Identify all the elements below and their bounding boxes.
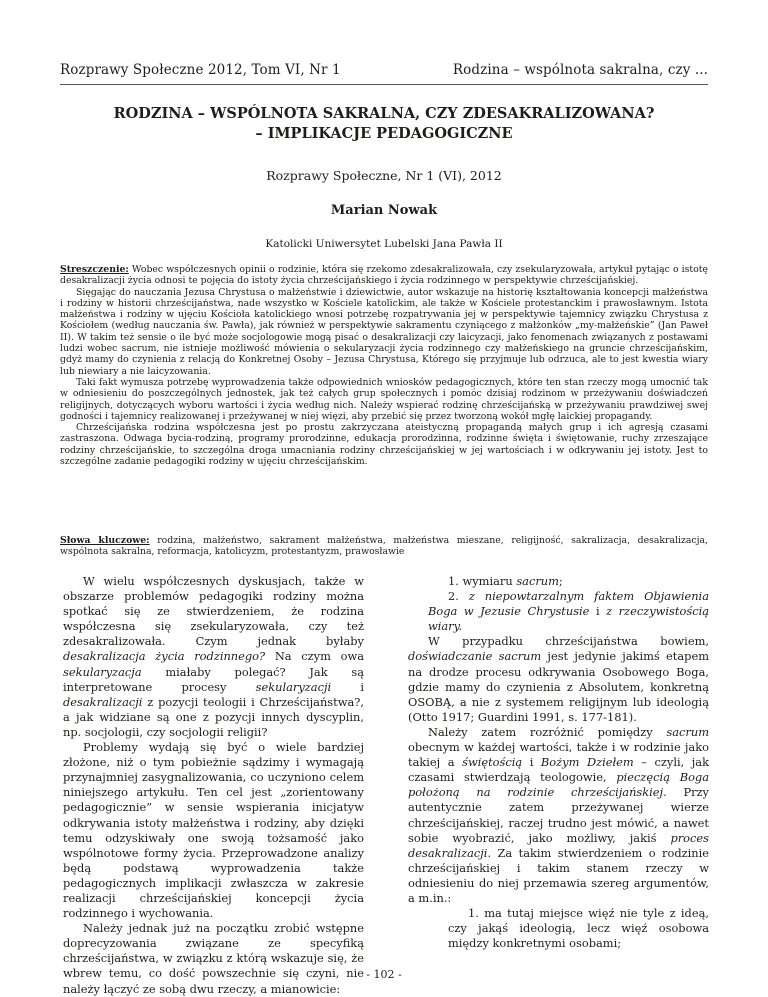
- body-paragraph: Problemy wydają się być o wiele bardziej złożone, niż o tym pobieżnie sądzimy i wymagają przynajmniej zasygnalizowania, co uczyniono celem niniejszego artykułu. Ten cel jest „zorientowany pedagogicznie” w sensie wspierania inicjatyw odkrywania istoty małżeństwa i rodziny, aby dzięki temu odzyskiwały one swoją tożsamość jako wspólnotowe formy życia. Przeprowadzone analizy będą podstawą wyprowadzenia także pedagogicznych implikacji zwłaszcza w zakresie realizacji chrześcijańskiej koncepcji życia rodzinnego i wychowania.: [63, 740, 364, 921]
- header-journal: Rozprawy Społeczne 2012, Tom VI, Nr 1: [60, 62, 341, 78]
- abstract-label: Streszczenie:: [60, 264, 129, 275]
- body-paragraph: Należy zatem rozróżnić pomiędzy sacrum obecnym w każdej wartości, także i w rodzinie jako takiej a świętością i Bożym Dziełem – czyli, jak czasami stwierdzają teologowie, pieczęcią Boga położoną na rodzinie chrześcijańskiej. Przy autentycznie zatem przeżywanej wierze chrześcijańskiej, raczej trudno jest mówić, a nawet sobie wyobrazić, jako możliwy, jakiś proces desakralizacji. Za takim stwierdzeniem o rodzinie chrześcijańskiej i takim stanem rzeczy w odniesieniu do niej przemawia szereg argumentów, a m.in.:: [408, 724, 710, 905]
- journal-citation: Rozprawy Społeczne, Nr 1 (VI), 2012: [266, 168, 502, 183]
- body-paragraph: W wielu współczesnych dyskusjach, także w obszarze problemów pedagogiki rodziny można spotkać się ze stwierdzeniem, że rodzina współczesna się zsekularyzowała, czy też zdesakralizowała. Czym jednak byłaby desakralizacja życia rodzinnego? Na czym owa sekularyzacja miałaby polegać? Jak są interpretowane procesy sekularyzacji i desakralizacji z pozycji teologii i Chrześcijaństwa?, a jak widziane są one z pozycji innych dyscyplin, np. socjologii, czy socjologii religii?: [63, 574, 364, 739]
- abstract-paragraph: Streszczenie: Wobec współczesnych opinii o rodzinie, która się rzekomo zdesakralizowała, czy zsekularyzowała, artykuł pytając o istotę desakralizacji życia odnosi te pojęcia do istoty życia chrześcijańskiego i życia rodzinnego w perspektywie chrześcijańskiej.: [60, 264, 708, 287]
- list-item: 1. ma tutaj miejsce więź nie tyle z ideą, czy jakąś ideologią, lecz więź osobowa między konkretnymi osobami;: [448, 906, 709, 951]
- body-paragraph: W przypadku chrześcijaństwa bowiem, doświadczanie sacrum jest jedynie jakimś etapem na drodze procesu odkrywania Osobowego Boga, gdzie mamy do czynienia z Absolutem, konkretną OSOBĄ, a nie z systemem religijnym lub ideologią (Otto 1917; Guardini 1991, s. 177-181).: [408, 634, 709, 724]
- list-item: 1. wymiaru sacrum;: [448, 574, 563, 588]
- abstract-paragraph: Taki fakt wymusza potrzebę wyprowadzenia także odpowiednich wniosków pedagogicznych, które ten stan rzeczy mogą umocnić tak w odniesieniu do poszczególnych jednostek, jak też całych grup społecznych i pomóc dzisiaj rodzinom w przeżywaniu doświadczeń religijnych, dotyczących wyboru wartości i życia według nich. Należy wspierać rodzinę chrześcijańską w przeżywaniu prawdziwej swej godności i tajemnicy realizowanej i przeżywanej w niej więzi, aby przebić się przez tworzoną wokół mgłę laickiej propagandy.: [60, 376, 708, 422]
- abstract: [60, 264, 708, 467]
- body-paragraph: Należy jednak już na początku zrobić wstępne doprecyzowania związane ze specyfiką chrześcijaństwa, w związku z którą wskazuje się, że wbrew temu, co dość powszechnie się czyni, nie należy łączyć ze sobą dwu rzeczy, a mianowicie:: [63, 921, 364, 996]
- title-line-1: RODZINA – WSPÓLNOTA SAKRALNA, CZY ZDESAKRALIZOWANA?: [113, 105, 655, 122]
- abstract-paragraph: Chrześcijańska rodzina współczesna jest po prostu zakrzyczana ateistyczną propagandą małych grup i ich agresją czasami zastraszona. Odwaga bycia-rodziną, programy prorodzinne, edukacja prorodzinna, rodzinne święta i świętowanie, ruchy zrzeszające rodziny chrześcijańskie, to szczególna droga umacniania rodziny chrześcijańskiej w jej wartościach i w odkrywaniu jej istoty. Jest to szczególne zadanie pedagogiki rodziny w ujęciu chrześcijańskim.: [60, 422, 708, 468]
- body-column-right: [408, 574, 709, 951]
- keywords: [60, 535, 708, 558]
- header-rule: [60, 84, 708, 85]
- author-name: Marian Nowak: [330, 203, 438, 218]
- abstract-paragraph: Sięgając do nauczania Jezusa Chrystusa o małżeństwie i dziewictwie, autor wskazuje na historię kształtowania koncepcji małżeństwa i rodziny w historii chrześcijaństwa, nade wszystko w Kościele katolickim, ale także w Kościele protestanckim i prawosławnym. Istota małżeństwa i rodziny w ujęciu Kościoła katolickiego wnosi potrzebę rozpatrywania jej w perspektywie tajemnicy związku Chrystusa z Kościołem (według nauczania św. Pawła), jak również w perspektywie sakramentu czyniącego z małżonków „my-małżeńskie” (Jan Paweł II). W takim też sensie o ile być może socjologowie mogą pisać o desakralizacji czy laicyzacji, jako fenomenach związanych z postawami ludzi wobec sacrum, nie istnieje możliwość mówienia o sekularyzacji życia rodzinnego czy małżeńskiego na gruncie chrześcijańskim, gdyż mamy do czynienia z relacją do Konkretnej Osoby – Jezusa Chrystusa, Którego się przyjmuje lub odrzuca, ale to jest kwestia wiary lub niewiary a nie laicyzowania.: [60, 286, 708, 377]
- author-affiliation: Katolicki Uniwersytet Lubelski Jana Pawła II: [265, 238, 503, 250]
- running-header: [60, 60, 708, 84]
- title-line-2: – IMPLIKACJE PEDAGOGICZNE: [255, 125, 513, 142]
- list-item: 2. z niepowtarzalnym faktem Objawienia Boga w Jezusie Chrystusie i z rzeczywistością wiary.: [428, 589, 710, 634]
- keywords-label: Słowa kluczowe:: [60, 535, 150, 546]
- body-column-left: [63, 574, 364, 997]
- page-number: - 102 -: [366, 968, 402, 981]
- header-article: Rodzina – wspólnota sakralna, czy ...: [452, 62, 708, 78]
- article-title: [60, 104, 708, 144]
- keywords-text: rodzina, małżeństwo, sakrament małżeństwa, małżeństwa mieszane, religijność, sakralizacja, desakralizacja, wspólnota sakralna, reformacja, katolicyzm, protestantyzm, prawosławie: [60, 535, 708, 558]
